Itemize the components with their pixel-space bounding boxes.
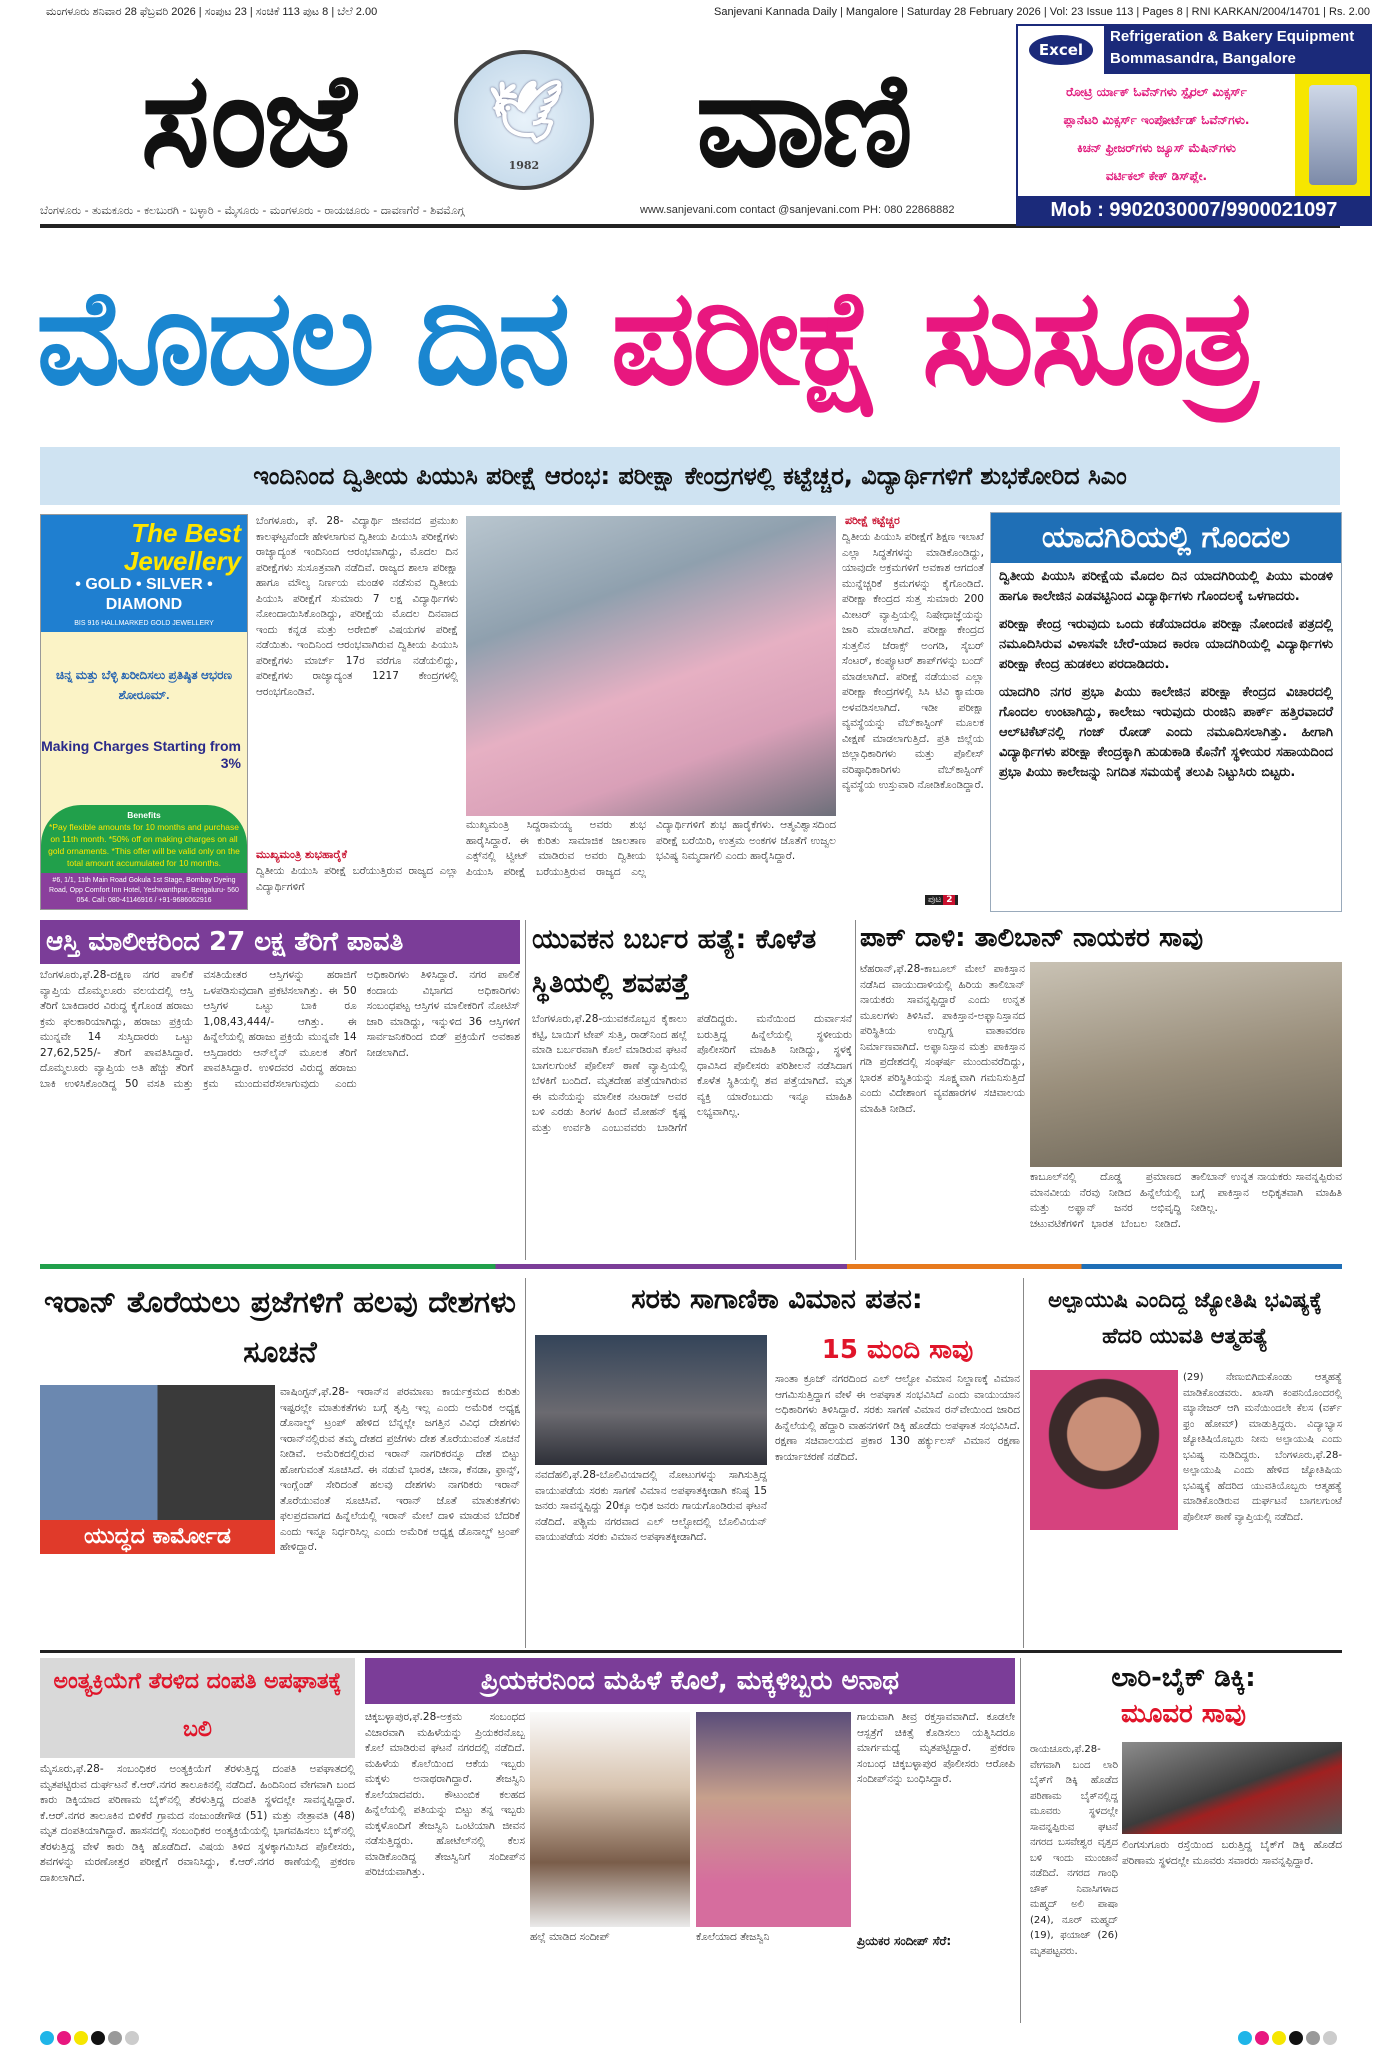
yadgiri-paragraph: ದ್ವಿತೀಯ ಪಿಯುಸಿ ಪರೀಕ್ಷೆಯ ಮೊದಲ ದಿನ ಯಾದಗಿರಿಯಲ್ಲಿ ಪಿಯು ಮಂಡಳಿ ಹಾಗೂ ಕಾಲೇಜಿನ ಎಡವಟ್ಟಿನಿಂದ ವಿದ್ಯಾರ್ಥಿಗಳು ಗೊಂದಲಕ್ಕೆ ಒಳಗಾದರು. [999, 569, 1333, 604]
logo-left: ಸಂಜೆ [140, 42, 353, 196]
ad-title: Jewellery [123, 546, 241, 576]
story-body: ಮೈಸೂರು,ಫೆ.28- ಸಂಬಂಧಿಕರ ಅಂತ್ಯಕ್ರಿಯೆಗೆ ತೆರಳುತ್ತಿದ್ದ ದಂಪತಿ ಅಪಘಾತದಲ್ಲಿ ಮೃತಪಟ್ಟಿರುವ ದುರ್ಘಟನೆ ಕೆ.ಆರ್.ನಗರ ತಾಲೂಕಿನಲ್ಲಿ ನಡೆದಿದೆ. ಹಿಂದಿನಿಂದ ವೇಗವಾಗಿ ಬಂದ ಕಾರು ಡಿಕ್ಕಿಯಾದ ಪರಿಣಾಮ ಬೈಕ್‌ನಲ್ಲಿ ತೆರಳುತ್ತಿದ್ದ ದಂಪತಿ ಸ್ಥಳದಲ್ಲೇ ಸಾವನ್ನಪ್ಪಿದ್ದಾರೆ. ಕೆ.ಆರ್.ನಗರ ತಾಲೂಕಿನ ಬಿಳಿಕೆರೆ ಗ್ರಾಮದ ನಂಜುಂಡೇಗೌಡ (51) ಮತ್ತು ನೇತ್ರಾವತಿ (48) ಮೃತ ದಂಪತಿಯಾಗಿದ್ದಾರೆ. ಹಾಸನದಲ್ಲಿ ಸಂಬಂಧಿಕರ ಅಂತ್ಯಕ್ರಿಯೆಯಲ್ಲಿ ಭಾಗವಹಿಸಲು ಬೈಕ್‌ನಲ್ಲಿ ತೆರಳುತ್ತಿದ್ದ ವೇಳೆ ಕಾರು ಡಿಕ್ಕಿ ಹೊಡೆದಿದೆ. ವಿಷಯ ತಿಳಿದ ಸ್ಥಳಕ್ಕಾಗಮಿಸಿದ ಪೊಲೀಸರು, ಶವಗಳನ್ನು ಮರಣೋತ್ತರ ಪರೀಕ್ಷೆಗೆ ರವಾನಿಸಿದ್ದು, ಕೆ.ಆರ್.ನಗರ ಠಾಣೆಯಲ್ಲಿ ಪ್ರಕರಣ ದಾಖಲಾಗಿದೆ. [40, 1763, 355, 1884]
ad-mobile: Mob : 9902030007/9900021097 [1018, 196, 1370, 224]
ad-metals: • GOLD • SILVER • DIAMOND [75, 576, 213, 613]
column-divider [525, 1278, 526, 1648]
section-color-rule [40, 1264, 1342, 1269]
jewellery-advertisement [40, 514, 248, 910]
ad-place: Bommasandra, Bangalore [1110, 50, 1296, 67]
color-registration-marks [40, 2030, 142, 2049]
masthead-logo [90, 40, 960, 200]
issue-info-english: Sanjevani Kannada Daily | Mangalore | Saturday 28 February 2026 | Vol: 23 Issue 113 | Pages 8 | RNI KARKAN/2004/14701 | Rs. 2.00 [714, 6, 1370, 18]
ad-offer: *Pay flexible amounts for 10 months and purchase on 11th month. *50% off on making charges on all gold ornaments. *This offer will be valid only on the total amount accumulated for 10 months. [48, 822, 240, 868]
ad-hallmark: BIS 916 HALLMARKED GOLD JEWELLERY [74, 620, 214, 627]
lead-subheadline: ಇಂದಿನಿಂದ ದ್ವಿತೀಯ ಪಿಯುಸಿ ಪರೀಕ್ಷೆ ಆರಂಭ: ಪರೀಕ್ಷಾ ಕೇಂದ್ರಗಳಲ್ಲಿ ಕಟ್ಟೆಚ್ಚರ, ವಿದ್ಯಾರ್ಥಿಗಳಿಗೆ ಶುಭಕೋರಿದ ಸಿಎಂ [40, 447, 1340, 505]
lead-subhead: ಮುಖ್ಯಮಂತ್ರಿ ಶುಭಹಾರೈಕೆ [256, 848, 347, 861]
story-body-2: ನವದೆಹಲಿ,ಫೆ.28-ಬೊಲಿವಿಯಾದಲ್ಲಿ ನೋಟುಗಳನ್ನು ಸಾಗಿಸುತ್ತಿದ್ದ ವಾಯುಪಡೆಯ ಸರಕು ಸಾಗಣೆ ವಿಮಾನ ಅಪಘಾತಕ್ಕೀಡಾಗಿ ಕನಿಷ್ಠ 15 ಜನರು ಸಾವನ್ನಪ್ಪಿದ್ದು 20ಕ್ಕೂ ಅಧಿಕ ಜನರು ಗಾಯಗೊಂಡಿರುವ ಘಟನೆ ನಡೆದಿದೆ. ಪಶ್ಚಿಮ ನಗರವಾದ ಎಲ್ ಆಲ್ಟೋದಲ್ಲಿ ಬೊಲಿವಿಯನ್ ವಾಯುಪಡೆಯ ಸರಕು ವಿಮಾನ ಅಪಘಾತಕ್ಕೀಡಾಗಿದೆ. [535, 1469, 767, 1543]
story-body: ವಾಷಿಂಗ್ಟನ್,ಫೆ.28- ಇರಾನ್‌ನ ಪರಮಾಣು ಕಾರ್ಯಕ್ರಮದ ಕುರಿತು ಇಷ್ಟರಲ್ಲೇ ಮಾತುಕತೆಗಳು ಬಗ್ಗೆ ತೃಪ್ತಿ ಇಲ್ಲ ಎಂದು ಅಮೆರಿಕ ಅಧ್ಯಕ್ಷ ಡೊನಾಲ್ಡ್ ಟ್ರಂಪ್ ಹೇಳಿದ ಬೆನ್ನಲ್ಲೇ ಜಗತ್ತಿನ ವಿವಿಧ ದೇಶಗಳು ಇರಾನ್‌ನಲ್ಲಿರುವ ತಮ್ಮ ದೇಶದ ಪ್ರಜೆಗಳು ದೇಶ ತೊರೆಯುವಂತೆ ಸೂಚನೆ ನೀಡಿವೆ. ಅಮೆರಿಕದಲ್ಲಿರುವ ಇರಾನ್ ನಾಗರಿಕರನ್ನೂ ದೇಶ ಬಿಟ್ಟು ಹೋಗುವಂತೆ ಸೂಚಿಸಿದೆ. ಈ ನಡುವೆ ಭಾರತ, ಚೀನಾ, ಕೆನಡಾ, ಫ್ರಾನ್ಸ್, ಇಂಗ್ಲೆಂಡ್ ಸೇರಿದಂತೆ ಹಲವು ದೇಶಗಳು ನಾಗರಿಕರು ಇರಾನ್ ತೊರೆಯುವಂತೆ ಸೂಚಿಸಿವೆ. ಇರಾನ್ ಜೊತೆ ಮಾತುಕತೆಗಳು ಫಲಪ್ರದವಾಗದ ಹಿನ್ನೆಲೆಯಲ್ಲಿ ಇರಾನ್ ಮೇಲೆ ದಾಳಿ ಮಾಡುವ ಬೆದರಿಕೆ ಎಂದು ಇನ್ನೂ ನಿರ್ಧರಿಸಿಲ್ಲ ಎಂದು ಅಮೆರಿಕ ಅಧ್ಯಕ್ಷ ಡೊನಾಲ್ಡ್ ಟ್ರಂಪ್ ಹೇಳಿದ್ದಾರೆ. [280, 1386, 520, 1553]
edition-cities: ಬೆಂಗಳೂರು - ತುಮಕೂರು - ಕಲಬುರಗಿ - ಬಳ್ಳಾರಿ - ಮೈಸೂರು - ಮಂಗಳೂರು - ರಾಯಚೂರು - ದಾವಣಗೆರೆ - ಶಿವಮೊಗ್ಗ [40, 204, 465, 217]
caption-1: ಕಾಬೂಲ್‌ನಲ್ಲಿ ದೊಡ್ಡ ಪ್ರಮಾಣದ ಮಾನವೀಯ ನೆರವು ನೀಡಿದ ಹಿನ್ನೆಲೆಯಲ್ಲಿ ಮತ್ತು ಅಫ್ಘಾನ್ ಜನರ ಅಭಿವೃದ್ಧಿ ಚಟುವಟಿಕೆಗಳಿಗೆ ಭಾರತ ಬೆಂಬಲ ನೀಡಿದೆ. [1030, 1171, 1181, 1230]
victim-photo [696, 1712, 851, 1927]
oven-machine-image [1295, 74, 1370, 196]
photo-caption [1030, 1170, 1342, 1260]
ad-benefits-label: Benefits [127, 810, 161, 820]
logo-right: ವಾಣಿ [695, 42, 910, 196]
story-label: ಯುದ್ಧದ ಕಾರ್ಮೋಡ [40, 1520, 275, 1554]
photo-caption: ಲಿಂಗಸುಗೂರು ರಸ್ತೆಯಿಂದ ಬರುತ್ತಿದ್ದ ಬೈಕ್‌ಗೆ ಡಿಕ್ಕಿ ಹೊಡೆದ ಪರಿಣಾಮ ಸ್ಥಳದಲ್ಲೇ ಮೂವರು ಸವಾರರು ಸಾವನ್ನಪ್ಪಿದ್ದಾರೆ. [1122, 1839, 1342, 1867]
story-body: (29) ನೇಣುಬಿಗಿದುಕೊಂಡು ಆತ್ಮಹತ್ಯೆ ಮಾಡಿಕೊಂಡವರು. ಖಾಸಗಿ ಕಂಪನಿಯೊಂದರಲ್ಲಿ ಮ್ಯಾನೇಜರ್ ಆಗಿ ಮನೆಯಿಂದಲೇ ಕೆಲಸ (ವರ್ಕ್ ಫ್ರಂ ಹೋಮ್) ಮಾಡುತ್ತಿದ್ದರು. ವಿದ್ಯಾಭ್ಯಾಸ ಜ್ಯೋತಿಷಿಯೊಬ್ಬರು ನೀನು ಅಲ್ಪಾಯುಷಿ ಎಂದು ಭವಿಷ್ಯ ನುಡಿದಿದ್ದರು. ಬೆಂಗಳೂರು,ಫೆ.28-ಅಲ್ಪಾಯುಷಿ ಎಂದು ಹೇಳಿದ ಜ್ಯೋತಿಷಿಯ ಭವಿಷ್ಯಕ್ಕೆ ಹೆದರಿದ ಯುವತಿಯೊಬ್ಬರು ಆತ್ಮಹತ್ಯೆ ಮಾಡಿಕೊಂಡಿರುವ ದುರ್ಘಟನೆ ಬಾಗಲಗುಂಟೆ ಪೊಲೀಸ್ ಠಾಣೆ ವ್ಯಾಪ್ತಿಯಲ್ಲಿ ನಡೆದಿದೆ. [1183, 1372, 1342, 1523]
excel-advertisement [1016, 24, 1372, 226]
lead-subhead-2: ಪರೀಕ್ಷೆ ಕಟ್ಟೆಚ್ಚರ [845, 514, 900, 527]
lead-body: ಬೆಂಗಳೂರು, ಫೆ. 28- ವಿದ್ಯಾರ್ಥಿ ಜೀವನದ ಪ್ರಮುಖ ಕಾಲಘಟ್ಟವೆಂದೇ ಹೇಳಲಾಗುವ ದ್ವಿತೀಯ ಪಿಯುಸಿ ಪರೀಕ್ಷೆಗಳು ರಾಜ್ಯಾದ್ಯಂತ ಇಂದಿನಿಂದ ಆರಂಭವಾಗಿದ್ದು, ಮೊದಲ ದಿನ ಪರೀಕ್ಷೆಗಳು ಸುಸೂತ್ರವಾಗಿ ನಡೆದಿವೆ. ರಾಜ್ಯದ ಶಾಲಾ ಪರೀಕ್ಷಾ ಹಾಗೂ ಮೌಲ್ಯ ನಿರ್ಣಯ ಮಂಡಳಿ ನಡೆಸುವ ದ್ವಿತೀಯ ಪಿಯುಸಿ ಪರೀಕ್ಷೆಗೆ ಸುಮಾರು 7 ಲಕ್ಷ ವಿದ್ಯಾರ್ಥಿಗಳು ನೋಂದಾಯಿಸಿಕೊಂಡಿದ್ದು, ಪರೀಕ್ಷೆಯ ಮೊದಲ ದಿನವಾದ ಇಂದು ಕನ್ನಡ ಮತ್ತು ಅರೇಬಿಕ್ ವಿಷಯಗಳ ಪರೀಕ್ಷೆ ನಡೆಯಿತು. ಇಂದಿನಿಂದ ಆರಂಭವಾಗಿರುವ ದ್ವಿತೀಯ ಪಿಯುಸಿ ಪರೀಕ್ಷೆಗಳು ಮಾರ್ಚ್ 17ರ ವರೆಗೂ ನಡೆಯಲಿದ್ದು, ಪರೀಕ್ಷೆಗಳು ರಾಜ್ಯಾದ್ಯಂತ 1217 ಕೇಂದ್ರಗಳಲ್ಲಿ ಆರಂಭಗೊಂಡಿವೆ. [256, 515, 458, 698]
ad-line: ರೋಟ್ರಿ ರ್ಯಾಕ್ ಓವೆನ್‌ಗಳು ಸ್ಪೈರಲ್ ಮಿಕ್ಸರ್ಸ್ [1066, 85, 1247, 99]
ad-kannada: ಚಿನ್ನ ಮತ್ತು ಬೆಳ್ಳಿ ಖರೀದಿಸಲು ಪ್ರತಿಷ್ಠಿತ ಆಭರಣ ಶೋರೂಮ್. [56, 668, 232, 702]
story-body: ಬೆಂಗಳೂರು,ಫೆ.28-ಯುವಕನೊಬ್ಬನ ಕೈಕಾಲು ಕಟ್ಟಿ, ಬಾಯಿಗೆ ಟೇಪ್ ಸುತ್ತಿ, ರಾಡ್‌ನಿಂದ ಹಲ್ಲೆ ಮಾಡಿ ಬರ್ಬರವಾಗಿ ಕೊಲೆ ಮಾಡಿರುವ ಘಟನೆ ಬಾಗಲಗುಂಟೆ ಪೊಲೀಸ್ ಠಾಣೆ ವ್ಯಾಪ್ತಿಯಲ್ಲಿ ಬೆಳಕಿಗೆ ಬಂದಿದೆ. ಮೃತದೇಹ ಪತ್ತೆಯಾಗಿರುವ ಈ ಮನೆಯನ್ನು ಮಾಲೀಕ ನಟರಾಜ್ ಅವರ ಬಳಿ ಎರಡು ತಿಂಗಳ ಹಿಂದೆ ಮೋಹನ್ ಕೃಷ್ಣ ಮತ್ತು ಉರ್ವಶಿ ಎಂಬುವವರು ಬಾಡಿಗೆಗೆ ಪಡೆದಿದ್ದರು. ಮನೆಯಿಂದ ದುರ್ವಾಸನೆ ಬರುತ್ತಿದ್ದ ಹಿನ್ನೆಲೆಯಲ್ಲಿ ಸ್ಥಳೀಯರು ಪೊಲೀಸರಿಗೆ ಮಾಹಿತಿ ನೀಡಿದ್ದು, ಸ್ಥಳಕ್ಕೆ ಧಾವಿಸಿದ ಪೊಲೀಸರು ಪರಿಶೀಲನೆ ನಡೆಸಿದಾಗ ಕೊಳೆತ ಸ್ಥಿತಿಯಲ್ಲಿ ಶವ ಪತ್ತೆಯಾಗಿದೆ. ಮೃತ ವ್ಯಕ್ತಿ ಯಾರೆಂಬುದು ಇನ್ನೂ ಮಾಹಿತಿ ಲಭ್ಯವಾಗಿಲ್ಲ. [532, 1013, 852, 1134]
yadgiri-box [990, 512, 1342, 912]
story-headline: ಇರಾನ್ ತೊರೆಯಲು ಪ್ರಜೆಗಳಿಗೆ ಹಲವು ದೇಶಗಳು ಸೂಚನೆ [44, 1285, 516, 1370]
ad-line: ವರ್ಟಿಕಲ್ ಕೇಕ್ ಡಿಸ್‌ಪ್ಲೇ. [1105, 169, 1208, 183]
continued-marker: ಪುಟ 2 [925, 895, 958, 905]
excel-logo: Excel [1029, 35, 1093, 65]
lead-body-cont: ದ್ವಿತೀಯ ಪಿಯುಸಿ ಪರೀಕ್ಷೆ ಬರೆಯುತ್ತಿರುವ ರಾಜ್ಯದ ಎಲ್ಲಾ ವಿದ್ಯಾರ್ಥಿಗಳಿಗೆ [256, 865, 458, 893]
ad-line: ಕಿಚನ್ ಫ್ರೀಜರ್‌ಗಳು ಜ್ಯೂಸ್ ಮೆಷಿನ್‌ಗಳು [1077, 141, 1236, 155]
trump-khamenei-photo [40, 1385, 275, 1520]
founded-year: 1982 [508, 159, 540, 172]
story-headline: ಲಾರಿ-ಬೈಕ್ ಡಿಕ್ಕಿ: [1111, 1663, 1256, 1693]
story-headline: ಪಾಕ್ ದಾಳಿ: ತಾಲಿಬಾನ್ ನಾಯಕರ ಸಾವು [860, 923, 1204, 953]
lead-caption-text: ಮುಖ್ಯಮಂತ್ರಿ ಸಿದ್ದರಾಮಯ್ಯ ಅವರು ಶುಭ ಹಾರೈಸಿದ್ದಾರೆ. ಈ ಕುರಿತು ಸಾಮಾಜಿಕ ಜಾಲತಾಣ ಎಕ್ಸ್‌ನಲ್ಲಿ ಟ್ವೀಟ್ ಮಾಡಿರುವ ಅವರು ದ್ವಿತೀಯ ಪಿಯುಸಿ ಪರೀಕ್ಷೆ ಬರೆಯುತ್ತಿರುವ ರಾಜ್ಯದ ಎಲ್ಲ ವಿದ್ಯಾರ್ಥಿಗಳಿಗೆ ಶುಭ ಹಾರೈಕೆಗಳು. ಆತ್ಮವಿಶ್ವಾಸದಿಂದ ಪರೀಕ್ಷೆ ಬರೆಯಿರಿ, ಉತ್ತಮ ಅಂಕಗಳ ಜೊತೆಗೆ ಉಜ್ವಲ ಭವಿಷ್ಯ ನಿಮ್ಮದಾಗಲಿ ಎಂದು ಹಾರೈಸಿದ್ದಾರೆ. [466, 819, 836, 878]
story-headline: ಅಂತ್ಯಕ್ರಿಯೆಗೆ ತೆರಳಿದ ದಂಪತಿ ಅಪಘಾತಕ್ಕೆ ಬಲಿ [40, 1658, 355, 1758]
column-divider [855, 920, 856, 1260]
story-headline: ಸರಕು ಸಾಗಾಣಿಕಾ ವಿಮಾನ ಪತನ: [631, 1284, 923, 1315]
contact-info: www.sanjevani.com contact @sanjevani.com PH: 080 22868882 [640, 204, 955, 216]
yadgiri-paragraph: ಪರೀಕ್ಷಾ ಕೇಂದ್ರ ಇರುವುದು ಒಂದು ಕಡೆಯಾದರೂ ಪರೀಕ್ಷಾ ನೋಂದಣಿ ಪತ್ರದಲ್ಲಿ ನಮೂದಿಸಿರುವ ವಿಳಾಸವೇ ಬೇರೆ-ಯಾದ ಕಾರಣ ಯಾದಗಿರಿಯಲ್ಲಿ ವಿದ್ಯಾರ್ಥಿಗಳು ಪರೀಕ್ಷಾ ಕೇಂದ್ರ ಹುಡಕಲು ಪರದಾಡಿದರು. [999, 617, 1333, 672]
lead-headline [36, 236, 1346, 441]
column-divider [1023, 1278, 1024, 1648]
yadgiri-headline: ಯಾದಗಿರಿಯಲ್ಲಿ ಗೊಂದಲ [991, 513, 1341, 563]
bike-accident-photo [1122, 1742, 1342, 1834]
caption-2: ತಾಲಿಬಾನ್ ಉನ್ನತ ನಾಯಕರು ಸಾವನ್ನಪ್ಪಿರುವ ಬಗ್ಗೆ ಪಾಕಿಸ್ತಾನ ಅಧಿಕೃತವಾಗಿ ಮಾಹಿತಿ ನೀಡಿಲ್ಲ. [1191, 1171, 1342, 1214]
ad-title: Refrigeration & Bakery Equipment [1110, 28, 1355, 45]
story-body: ಟೆಹರಾನ್,ಫೆ.28-ಕಾಬೂಲ್ ಮೇಲೆ ಪಾಕಿಸ್ತಾನ ನಡೆಸಿದ ವಾಯುದಾಳಿಯಲ್ಲಿ ಹಿರಿಯ ತಾಲಿಬಾನ್ ನಾಯಕರು ಸಾವನ್ನಪ್ಪಿದ್ದಾರೆ ಎಂದು ಉನ್ನತ ಮೂಲಗಳು ತಿಳಿಸಿವೆ. ಪಾಕಿಸ್ತಾನ-ಅಫ್ಘಾನಿಸ್ತಾನದ ಪರಿಸ್ಥಿತಿಯ ಉದ್ವಿಗ್ನ ವಾತಾವರಣ ನಿರ್ಮಾಣವಾಗಿದೆ. ಅಫ್ಘಾನಿಸ್ತಾನ ಮತ್ತು ಪಾಕಿಸ್ತಾನ ಗಡಿ ಪ್ರದೇಶದಲ್ಲಿ ಸಂಘರ್ಷ ಮುಂದುವರೆದಿದ್ದು, ಭಾರತ ಪರಿಸ್ಥಿತಿಯನ್ನು ಸೂಕ್ಷ್ಮವಾಗಿ ಗಮನಿಸುತ್ತಿದೆ ಎಂದು ವಿದೇಶಾಂಗ ವ್ಯವಹಾರಗಳ ಸಚಿವಾಲಯ ಮಾಹಿತಿ ನೀಡಿದೆ. [860, 963, 1025, 1115]
photo-caption: ಹಲ್ಲೆ ಮಾಡಿದ ಸಂದೀಪ್ [530, 1931, 610, 1943]
ad-line: ಪ್ಲಾನೆಟರಿ ಮಿಕ್ಸರ್ಸ್ ಇಂಪೋರ್ಟೆಡ್ ಓವೆನ್‌ಗಳು. [1063, 113, 1250, 127]
yadgiri-paragraph: ಯಾದಗಿರಿ ನಗರ ಪ್ರಭಾ ಪಿಯು ಕಾಲೇಜಿನ ಪರೀಕ್ಷಾ ಕೇಂದ್ರದ ವಿಚಾರದಲ್ಲಿ ಗೊಂದಲ ಉಂಟಾಗಿದ್ದು, ಕಾಲೇಜು ಇರುವುದು ರುಂಜಿನಿ ಪಾರ್ಕ್ ಹತ್ತಿರವಾದರೆ ಆಲ್‌ಟಿಕೆಟ್‌ನಲ್ಲಿ ಗಂಜ್ ರೋಡ್ ಎಂದು ನಮೂದಿಸಲಾಗಿತ್ತು. ಹೀಗಾಗಿ ವಿದ್ಯಾರ್ಥಿಗಳು ಪರೀಕ್ಷಾ ಕೇಂದ್ರಕ್ಕಾಗಿ ಹುಡುಕಾಡಿ ಕೊನೆಗೆ ಸ್ಥಳೀಯರ ಸಹಾಯದಿಂದ ಪ್ರಭಾ ಪಿಯು ಕಾಲೇಜನ್ನು ನಿಗದಿತ ಸಮಯಕ್ಕೆ ತಲುಪಿ ನಿಟ್ಟುಸಿರು ಬಿಟ್ಟರು. [999, 685, 1333, 780]
ad-making-charges: Making Charges Starting from 3% [41, 738, 241, 771]
story-body: ಸಾಂತಾ ಕ್ರೂಜ್ ನಗರದಿಂದ ಎಲ್ ಆಲ್ಟೋ ವಿಮಾನ ನಿಲ್ದಾಣಕ್ಕೆ ವಿಮಾನ ಆಗಮಿಸುತ್ತಿದ್ದಾಗ ವೇಳೆ ಈ ಅಪಘಾತ ಸಂಭವಿಸಿದೆ ಎಂದು ವಾಯುಯಾನ ಅಧಿಕಾರಿಗಳು ತಿಳಿಸಿದ್ದಾರೆ. ಸರಕು ಸಾಗಣೆ ವಿಮಾನ ರನ್‌ವೇಯಿಂದ ಜಾರಿದ ಹಿನ್ನೆಲೆಯಲ್ಲಿ ಹೆದ್ದಾರಿ ವಾಹನಗಳಿಗೆ ಡಿಕ್ಕಿ ಹೊಡೆದು ಅಪಘಾತ ಸಂಭವಿಸಿದೆ. ರಕ್ಷಣಾ ಸಚಿವಾಲಯದ ಪ್ರಕಾರ 130 ಹರ್ಕ್ಯುಲಸ್ ವಿಮಾನ ರಕ್ಷಣಾ ಕಾರ್ಯಾಚರಣೆ ನಡೆದಿದೆ. [775, 1373, 1020, 1463]
plane-crash-photo [535, 1335, 767, 1465]
students-photo [466, 516, 836, 816]
story-headline: ಪ್ರಿಯಕರನಿಂದ ಮಹಿಳೆ ಕೊಲೆ, ಮಕ್ಕಳಿಬ್ಬರು ಅನಾಥ [365, 1658, 1015, 1704]
lead-headline-blue: ಮೊದಲ ದಿನ [36, 261, 611, 415]
story-subhead: ಪ್ರಿಯಕರ ಸಂದೀಪ್ ಸೆರೆ: [857, 1934, 952, 1948]
story-headline: ಯುವಕನ ಬರ್ಬರ ಹತ್ಯೆ: ಕೊಳೆತ ಸ್ಥಿತಿಯಲ್ಲಿ ಶವಪತ್ತೆ [532, 924, 817, 999]
lead-body-2: ದ್ವಿತೀಯ ಪಿಯುಸಿ ಪರೀಕ್ಷೆಗೆ ಶಿಕ್ಷಣ ಇಲಾಖೆ ಎಲ್ಲಾ ಸಿದ್ಧತೆಗಳನ್ನು ಮಾಡಿಕೊಂಡಿದ್ದು, ಯಾವುದೇ ಅಕ್ರಮಗಳಿಗೆ ಅವಕಾಶ ಆಗದಂತೆ ಮುನ್ನೆಚ್ಚರಿಕೆ ಕ್ರಮಗಳನ್ನು ಕೈಗೊಂಡಿದೆ. ಪರೀಕ್ಷಾ ಕೇಂದ್ರದ ಸುತ್ತ ಸುಮಾರು 200 ಮೀಟರ್ ವ್ಯಾಪ್ತಿಯಲ್ಲಿ ನಿಷೇಧಾಜ್ಞೆಯನ್ನು ಜಾರಿ ಮಾಡಲಾಗಿದೆ. ಪರೀಕ್ಷಾ ಕೇಂದ್ರದ ಸುತ್ತಲಿನ ಜೆರಾಕ್ಸ್ ಅಂಗಡಿ, ಸೈಬರ್ ಸೆಂಟರ್, ಕಂಪ್ಯೂಟರ್ ಶಾಪ್‌ಗಳನ್ನು ಬಂದ್ ಮಾಡಲಾಗಿದೆ. ಪರೀಕ್ಷೆ ನಡೆಯುವ ಎಲ್ಲಾ ಪರೀಕ್ಷಾ ಕೇಂದ್ರಗಳಲ್ಲಿ ಸಿಸಿ ಟಿವಿ ಕ್ಯಾಮರಾ ಅಳವಡಿಸಲಾಗಿದೆ. ಇಡೀ ಪರೀಕ್ಷಾ ವ್ಯವಸ್ಥೆಯನ್ನು ವೆಬ್‌ಕಾಸ್ಟಿಂಗ್ ಮೂಲಕ ವೀಕ್ಷಣೆ ಮಾಡಲಾಗುತ್ತಿದೆ. ಪ್ರತಿ ಜಿಲ್ಲೆಯ ಜಿಲ್ಲಾಧಿಕಾರಿಗಳು ಮತ್ತು ಪೊಲೀಸ್ ವರಿಷ್ಠಾಧಿಕಾರಿಗಳು ವೆಬ್‌ಕಾಸ್ಟಿಂಗ್ ವ್ಯವಸ್ಥೆಯ ಉಸ್ತುವಾರಿ ನೋಡಿಕೊಂಡಿದ್ದಾರೆ. [842, 531, 984, 791]
section-rule [40, 1650, 1342, 1653]
issue-info-kannada: ಮಂಗಳೂರು ಶನಿವಾರ 28 ಫೆಬ್ರವರಿ 2026 | ಸಂಪುಟ 23 | ಸಂಚಿಕೆ 113 ಪುಟ 8 | ಬೆಲೆ 2.00 [46, 6, 378, 18]
story-headline-2: ಮೂವರ ಸಾವು [1121, 1699, 1246, 1729]
soldiers-photo [1030, 962, 1342, 1167]
accused-photo [530, 1712, 690, 1927]
story-body: ರಾಯಚೂರು,ಫೆ.28- ವೇಗವಾಗಿ ಬಂದ ಲಾರಿ ಬೈಕ್‌ಗೆ ಡಿಕ್ಕಿ ಹೊಡೆದ ಪರಿಣಾಮ ಬೈಕ್‌ನಲ್ಲಿದ್ದ ಮೂವರು ಸ್ಥಳದಲ್ಲೇ ಸಾವನ್ನಪ್ಪಿರುವ ಘಟನೆ ನಗರದ ಬಸವೇಶ್ವರ ವೃತ್ತದ ಬಳಿ ಇಂದು ಮುಂಜಾನೆ ನಡೆದಿದೆ. ನಗರದ ಗಾಂಧಿ ಚೌಕ್ ನಿವಾಸಿಗಳಾದ ಮಹ್ಮದ್ ಅಲಿ ಪಾಷಾ (24), ನೂರ್ ಮಹ್ಮದ್ (19), ಫಯಾಜ್ (26) ಮೃತಪಟ್ಟವರು. [1030, 1744, 1118, 1957]
story-body-2: ಗಾಯವಾಗಿ ತೀವ್ರ ರಕ್ತಸ್ರಾವವಾಗಿದೆ. ಕೂಡಲೇ ಆಸ್ಪತ್ರೆಗೆ ಚಿಕಿತ್ಸೆ ಕೊಡಿಸಲು ಯತ್ನಿಸಿದರೂ ಮಾರ್ಗಮಧ್ಯೆ ಮೃತಪಟ್ಟಿದ್ದಾರೆ. ಪ್ರಕರಣ ಸಂಬಂಧ ಚಿಕ್ಕಬಳ್ಳಾಪುರ ಪೊಲೀಸರು ಆರೋಪಿ ಸಂದೀಪ್‌ನನ್ನು ಬಂಧಿಸಿದ್ದಾರೆ. [857, 1711, 1015, 1785]
color-registration-marks [1238, 2030, 1340, 2049]
story-headline: ಅಲ್ಪಾಯುಷಿ ಎಂದಿದ್ದ ಜ್ಯೋತಿಷಿ ಭವಿಷ್ಯಕ್ಕೆ ಹೆದರಿ ಯುವತಿ ಆತ್ಮಹತ್ಯೆ [1048, 1288, 1322, 1348]
lead-headline-pink: ಪರೀಕ್ಷೆ ಸುಸೂತ್ರ [610, 261, 1255, 415]
dove-emblem-icon: 🕊 1982 [454, 50, 594, 190]
ad-title: The Best [131, 518, 241, 548]
ad-address: #6, 1/1, 11th Main Road Gokula 1st Stage, Bombay Dyeing Road, Opp Comfort Inn Hotel, Yeshwanthpur, Bengaluru- 560 054. Call: 080-41146916 / +91-9686062916 [41, 873, 247, 909]
story-headline-2: 15 ಮಂದಿ ಸಾವು [821, 1335, 974, 1365]
column-divider [1020, 1658, 1021, 2023]
story-headline: ಆಸ್ತಿ ಮಾಲೀಕರಿಂದ 27 ಲಕ್ಷ ತೆರಿಗೆ ಪಾವತಿ [40, 920, 520, 964]
story-body: ಬೆಂಗಳೂರು,ಫೆ.28-ದಕ್ಷಿಣ ನಗರ ಪಾಲಿಕೆ ವ್ಯಾಪ್ತಿಯ ದೊಮ್ಮಲೂರು ವಲಯದಲ್ಲಿ ಆಸ್ತಿ ತೆರಿಗೆ ಬಾಕಿದಾರರ ವಿರುದ್ಧ ಕೈಗೊಂಡ ಹರಾಜು ಕ್ರಮ ಫಲಕಾರಿಯಾಗಿದ್ದು, ಹರಾಜು ಪ್ರಕ್ರಿಯೆ ಮುನ್ನವೇ 14 ಸುಸ್ತಿದಾರರು ಒಟ್ಟು 27,62,525/- ತೆರಿಗೆ ಪಾವತಿಸಿದ್ದಾರೆ. ದೊಮ್ಮಲೂರು ವ್ಯಾಪ್ತಿಯ ಅತಿ ಹೆಚ್ಚು ತೆರಿಗೆ ಬಾಕಿ ಉಳಿಸಿಕೊಂಡಿದ್ದ 50 ವಸತಿ ಮತ್ತು ವಸತಿಯೇತರ ಆಸ್ತಿಗಳನ್ನು ಹರಾಜಿಗೆ ಒಳಪಡಿಸುವುದಾಗಿ ಪ್ರಕಟಿಸಲಾಗಿತ್ತು. ಈ 50 ಆಸ್ತಿಗಳ ಒಟ್ಟು ಬಾಕಿ ರೂ 1,08,43,444/- ಆಗಿತ್ತು. ಈ ಹಿನ್ನೆಲೆಯಲ್ಲಿ ಹರಾಜು ಪ್ರಕ್ರಿಯೆ ಮುನ್ನವೇ 14 ಆಸ್ತಿದಾರರು ಆನ್‌ಲೈನ್ ಮೂಲಕ ತೆರಿಗೆ ಪಾವತಿಸಿದ್ದಾರೆ. ಉಳಿದವರ ವಿರುದ್ಧ ಹರಾಜು ಕ್ರಮ ಮುಂದುವರೆಸಲಾಗುವುದು ಎಂದು ಅಧಿಕಾರಿಗಳು ತಿಳಿಸಿದ್ದಾರೆ. ನಗರ ಪಾಲಿಕೆ ಕಂದಾಯ ವಿಭಾಗದ ಅಧಿಕಾರಿಗಳು ಸಂಬಂಧಪಟ್ಟ ಆಸ್ತಿಗಳ ಮಾಲೀಕರಿಗೆ ನೋಟಿಸ್ ಜಾರಿ ಮಾಡಿದ್ದು, ಇನ್ನುಳಿದ 36 ಆಸ್ತಿಗಳಿಗೆ ಸಾರ್ವಜನಿಕರಿಂದ ಬಿಡ್ ಪ್ರಕ್ರಿಯೆಗೆ ಅವಕಾಶ ನೀಡಲಾಗಿದೆ. [40, 969, 520, 1090]
woman-photo [1030, 1370, 1178, 1530]
photo-caption: ಕೊಲೆಯಾದ ತೇಜಸ್ವಿನಿ [696, 1931, 770, 1943]
column-divider [525, 920, 526, 1260]
story-body: ಚಿಕ್ಕಬಳ್ಳಾಪುರ,ಫೆ.28-ಅಕ್ರಮ ಸಂಬಂಧದ ವಿಚಾರವಾಗಿ ಮಹಿಳೆಯನ್ನು ಪ್ರಿಯಕರನೊಬ್ಬ ಕೊಲೆ ಮಾಡಿರುವ ಘಟನೆ ನಗರದಲ್ಲಿ ನಡೆದಿದೆ. ಮಹಿಳೆಯ ಕೊಲೆಯಿಂದ ಆಕೆಯ ಇಬ್ಬರು ಮಕ್ಕಳು ಅನಾಥರಾಗಿದ್ದಾರೆ. ತೇಜಸ್ವಿನಿ ಕೊಲೆಯಾದವರು. ಕೌಟುಂಬಿಕ ಕಲಹದ ಹಿನ್ನೆಲೆಯಲ್ಲಿ ಪತಿಯನ್ನು ಬಿಟ್ಟು ತನ್ನ ಇಬ್ಬರು ಮಕ್ಕಳೊಂದಿಗೆ ತೇಜಸ್ವಿನಿ ಒಂಟಿಯಾಗಿ ಜೀವನ ನಡೆಸುತ್ತಿದ್ದರು. ಹೋಟೆಲ್‌ನಲ್ಲಿ ಕೆಲಸ ಮಾಡಿಕೊಂಡಿದ್ದ ತೇಜಸ್ವಿನಿಗೆ ಸಂದೀಪ್‌ನ ಪರಿಚಯವಾಗಿತ್ತು. [365, 1711, 525, 1878]
